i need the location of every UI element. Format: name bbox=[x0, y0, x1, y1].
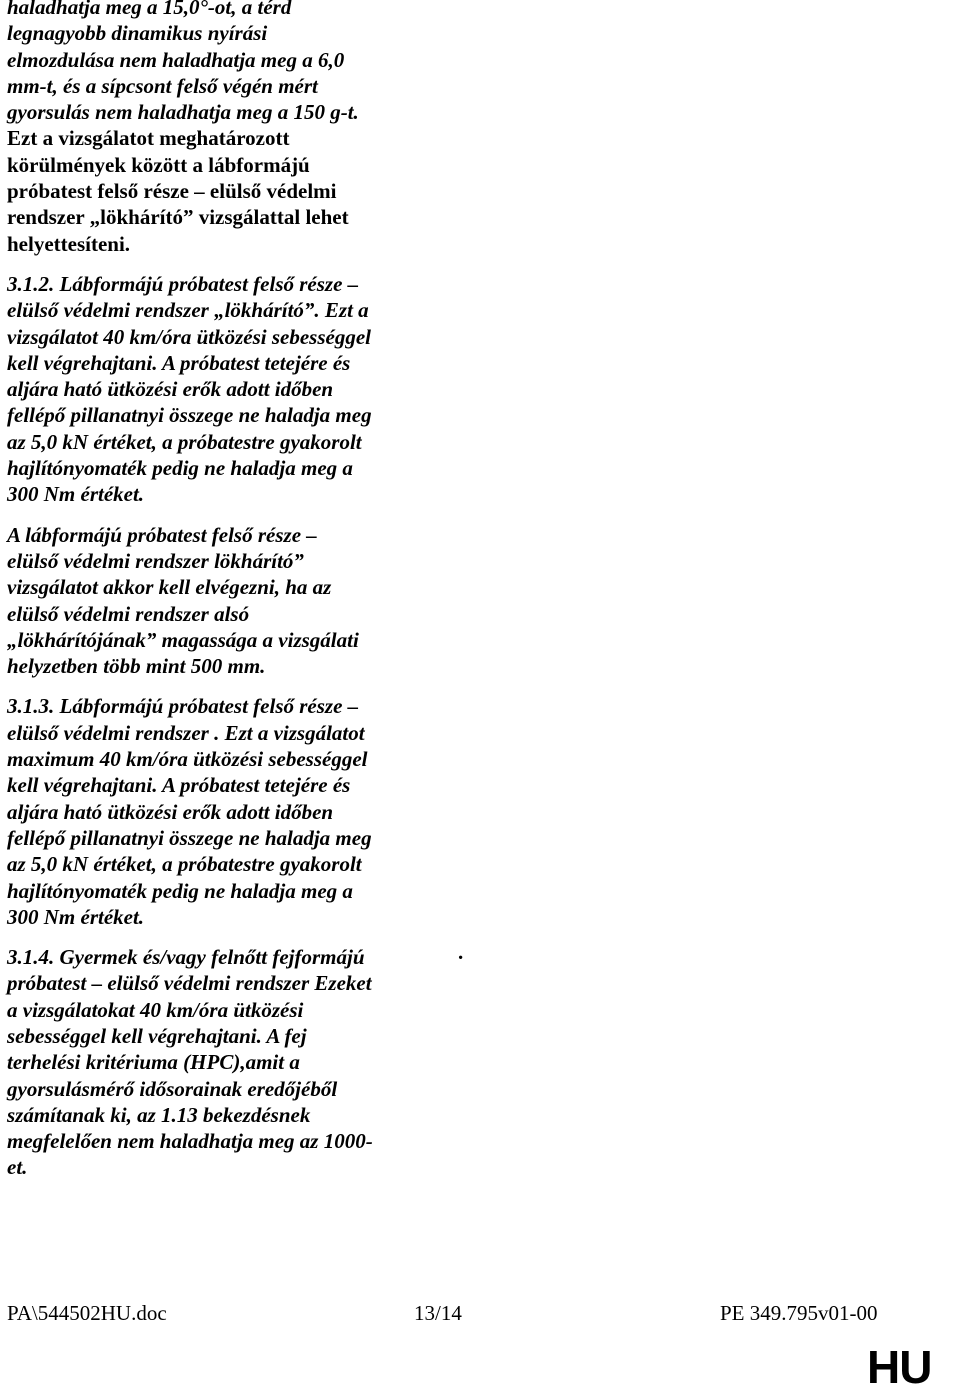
text-line: elmozdulása nem haladhatja meg a 6,0 bbox=[7, 47, 345, 72]
text-line: számítanak ki, az 1.13 bekezdésnek bbox=[7, 1102, 311, 1127]
text-line: fellépő pillanatnyi összege ne haladja meg bbox=[7, 403, 372, 428]
text-line: elülső védelmi rendszer „lökhárító”. Ezt a bbox=[7, 298, 369, 323]
text-line: terhelési kritériuma (HPC),amit a bbox=[7, 1050, 300, 1075]
text-line: vizsgálatot akkor kell elvégezni, ha az bbox=[7, 575, 332, 600]
text-line: aljára ható ütközési erők adott időben bbox=[7, 799, 334, 824]
text-line: 3.1.3. Lábformájú próbatest felső része – bbox=[7, 694, 359, 719]
footer-doc-ref: PA\544502HU.doc bbox=[7, 1301, 167, 1325]
text-line: elülső védelmi rendszer alsó bbox=[7, 601, 250, 626]
document-body bbox=[7, 0, 425, 1181]
text-line: sebességgel kell végrehajtani. A fej bbox=[7, 1023, 307, 1048]
text-line: et. bbox=[7, 1155, 28, 1180]
text-line: elülső védelmi rendszer . Ezt a vizsgálatot bbox=[7, 720, 365, 745]
text-line: 300 Nm értéket. bbox=[7, 904, 145, 929]
paragraph-gap bbox=[7, 508, 425, 522]
text-line: Ezt a vizsgálatot meghatározott bbox=[7, 126, 290, 151]
text-line: mm-t, és a sípcsont felső végén mért bbox=[7, 73, 318, 98]
text-line: A lábformájú próbatest felső része – bbox=[7, 522, 317, 547]
text-line: az 5,0 kN értéket, a próbatestre gyakorolt bbox=[7, 429, 362, 454]
text-line: próbatest felső része – elülső védelmi bbox=[7, 179, 337, 204]
text-line: 300 Nm értéket. bbox=[7, 482, 145, 507]
text-line: az 5,0 kN értéket, a próbatestre gyakorolt bbox=[7, 852, 362, 877]
text-line: körülmények között a lábformájú bbox=[7, 152, 310, 177]
text-line: legnagyobb dinamikus nyírási bbox=[7, 21, 268, 46]
text-line: kell végrehajtani. A próbatest tetejére és bbox=[7, 773, 351, 798]
text-line: gyorsulás nem haladhatja meg a 150 g-t. bbox=[7, 100, 359, 125]
text-line: kell végrehajtani. A próbatest tetejére és bbox=[7, 350, 351, 375]
text-line: aljára ható ütközési erők adott időben bbox=[7, 377, 334, 402]
text-line: elülső védelmi rendszer lökhárító” bbox=[7, 548, 304, 573]
right-column-mark: . bbox=[458, 940, 464, 964]
text-line: próbatest – elülső védelmi rendszer Ezeket bbox=[7, 971, 372, 996]
text-line: gyorsulásmérő idősorainak eredőjéből bbox=[7, 1076, 338, 1101]
text-line: helyzetben több mint 500 mm. bbox=[7, 654, 266, 679]
text-line: 3.1.2. Lábformájú próbatest felső része – bbox=[7, 271, 359, 296]
language-badge: HU bbox=[867, 1341, 932, 1393]
text-line: haladhatja meg a 15,0°-ot, a térd bbox=[7, 0, 292, 19]
text-line: a vizsgálatokat 40 km/óra ütközési bbox=[7, 997, 304, 1022]
text-line: helyettesíteni. bbox=[7, 231, 131, 256]
text-line: hajlítónyomaték pedig ne haladja meg a bbox=[7, 456, 353, 481]
text-line: hajlítónyomaték pedig ne haladja meg a bbox=[7, 878, 353, 903]
text-line: megfelelően nem haladhatja meg az 1000- bbox=[7, 1129, 373, 1154]
footer-pe-ref: PE 349.795v01-00 bbox=[720, 1301, 878, 1325]
text-line: rendszer „lökhárító” vizsgálattal lehet bbox=[7, 205, 349, 230]
paragraph-gap bbox=[7, 257, 425, 271]
text-line: maximum 40 km/óra ütközési sebességgel bbox=[7, 747, 368, 772]
text-line: fellépő pillanatnyi összege ne haladja meg bbox=[7, 825, 372, 850]
text-line: „lökhárítójának” magassága a vizsgálati bbox=[7, 627, 359, 652]
paragraph-gap bbox=[7, 930, 425, 944]
text-line: 3.1.4. Gyermek és/vagy felnőtt fejformájú bbox=[7, 945, 365, 970]
footer-page-number: 13/14 bbox=[414, 1301, 462, 1325]
text-line: vizsgálatot 40 km/óra ütközési sebességgel bbox=[7, 324, 371, 349]
paragraph-gap bbox=[7, 679, 425, 693]
